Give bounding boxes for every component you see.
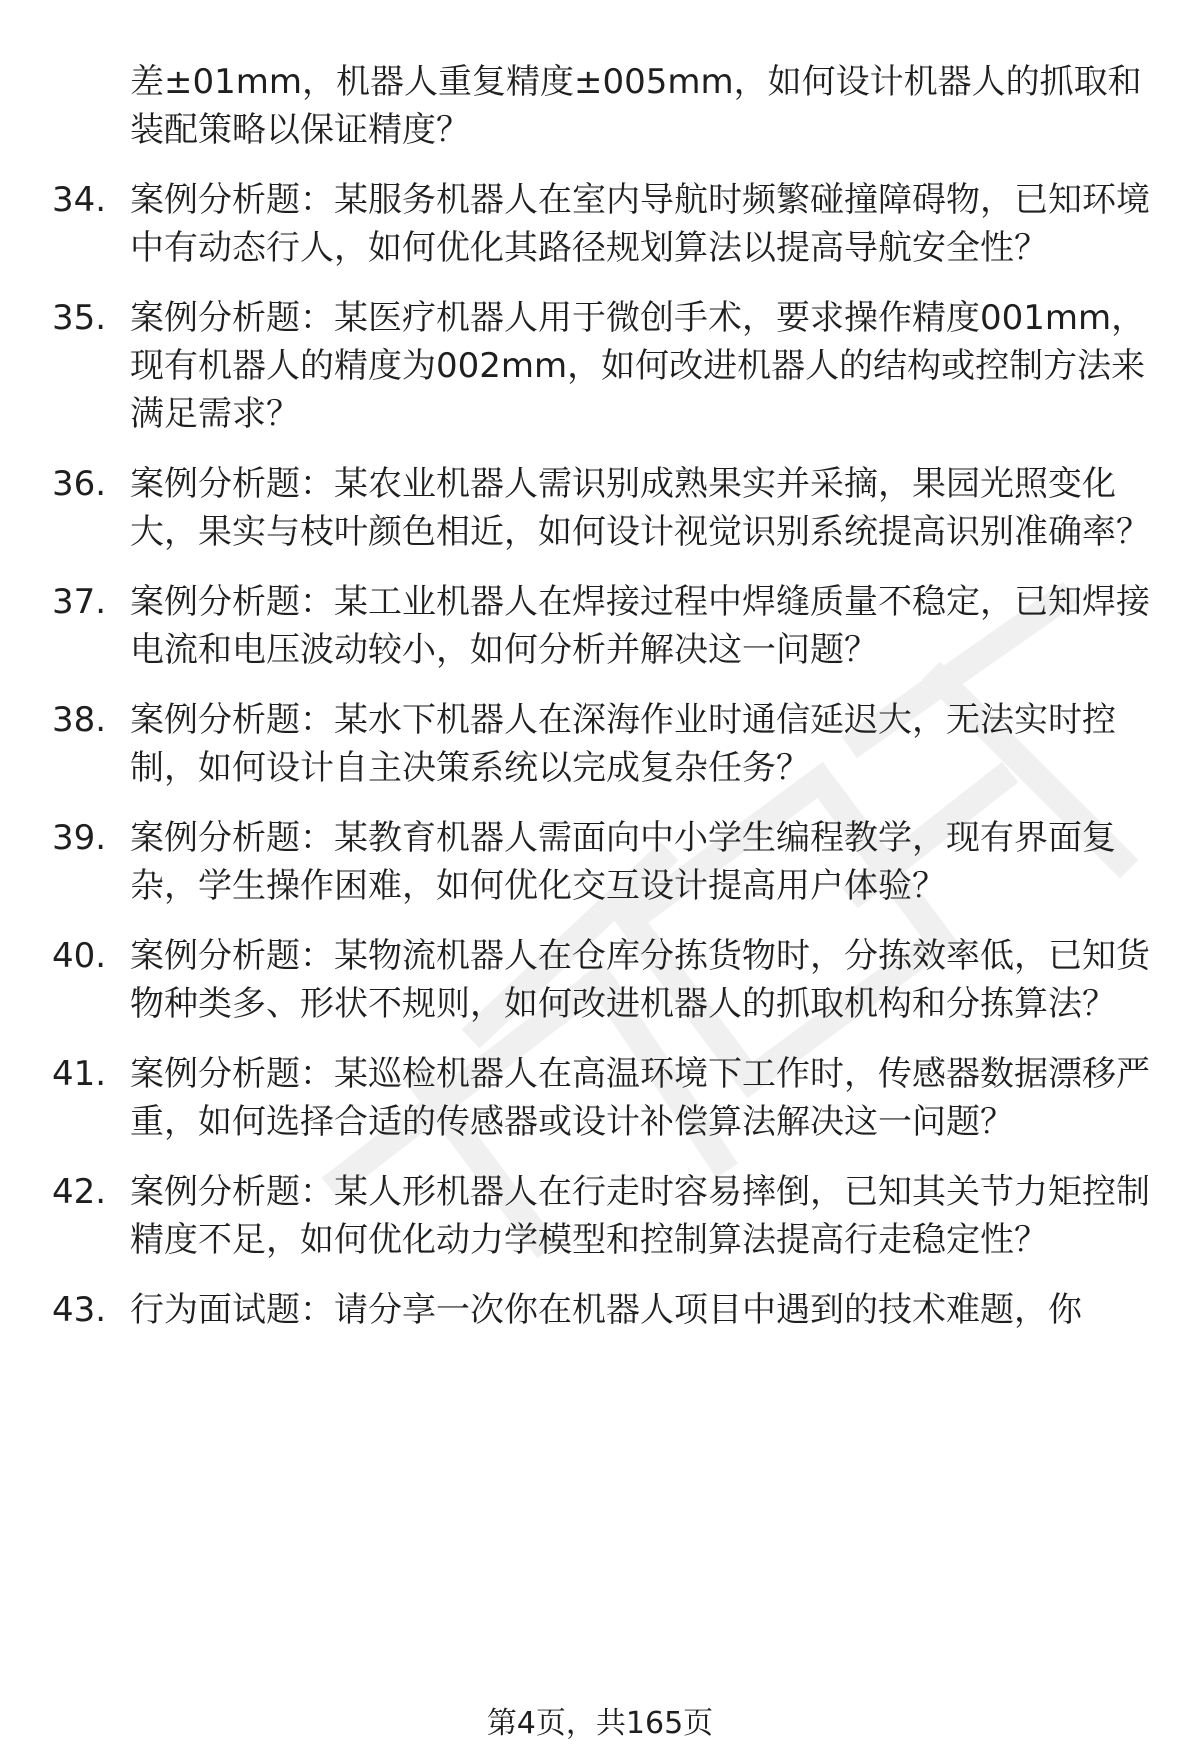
question-item [52,294,1152,438]
page-footer: 第4页，共165页 [486,1706,714,1741]
question-item [52,1050,1152,1146]
question-text: 案例分析题：某农业机器人需识别成熟果实并采摘，果园光照变化大，果实与枝叶颜色相近，如何设计视觉识别系统提高识别准确率？ [130,464,1150,552]
question-item [52,1286,1152,1334]
question-text: 案例分析题：某工业机器人在焊接过程中焊缝质量不稳定，已知焊接电流和电压波动较小，如何分析并解决这一问题？ [130,582,1150,670]
question-text: 案例分析题：某服务机器人在室内导航时频繁碰撞障碍物，已知环境中有动态行人，如何优化其路径规划算法以提高导航安全性？ [130,180,1150,268]
question-number: 41. [52,1054,107,1094]
question-text: 案例分析题：某水下机器人在深海作业时通信延迟大，无法实时控制，如何设计自主决策系统以完成复杂任务？ [130,700,1116,788]
question-number: 42. [52,1172,107,1212]
question-text: 案例分析题：某巡检机器人在高温环境下工作时，传感器数据漂移严重，如何选择合适的传感器或设计补偿算法解决这一问题？ [130,1054,1150,1142]
question-item [52,460,1152,556]
question-number: 39. [52,818,107,858]
question-item [52,1168,1152,1264]
document-body [52,58,1152,1356]
question-text: 案例分析题：某教育机器人需面向中小学生编程教学，现有界面复杂，学生操作困难，如何优化交互设计提高用户体验？ [130,818,1116,906]
question-number: 34. [52,180,107,220]
question-text: 案例分析题：某物流机器人在仓库分拣货物时，分拣效率低，已知货物种类多、形状不规则，如何改进机器人的抓取机构和分拣算法？ [130,936,1150,1024]
question-number: 38. [52,700,107,740]
question-number: 40. [52,936,107,976]
question-text: 案例分析题：某医疗机器人用于微创手术，要求操作精度001mm，现有机器人的精度为002mm，如何改进机器人的结构或控制方法来满足需求？ [130,298,1146,434]
question-continuation: 差±01mm，机器人重复精度±005mm，如何设计机器人的抓取和装配策略以保证精度？ [130,62,1142,150]
question-number: 37. [52,582,107,622]
question-item [52,176,1152,272]
question-text: 行为面试题：请分享一次你在机器人项目中遇到的技术难题，你 [130,1290,1082,1330]
question-item [52,932,1152,1028]
question-number: 43. [52,1290,107,1330]
question-text: 案例分析题：某人形机器人在行走时容易摔倒，已知其关节力矩控制精度不足，如何优化动力学模型和控制算法提高行走稳定性？ [130,1172,1150,1260]
question-number: 36. [52,464,107,504]
question-item [52,696,1152,792]
question-item [52,814,1152,910]
question-item [52,578,1152,674]
question-number: 35. [52,298,107,338]
